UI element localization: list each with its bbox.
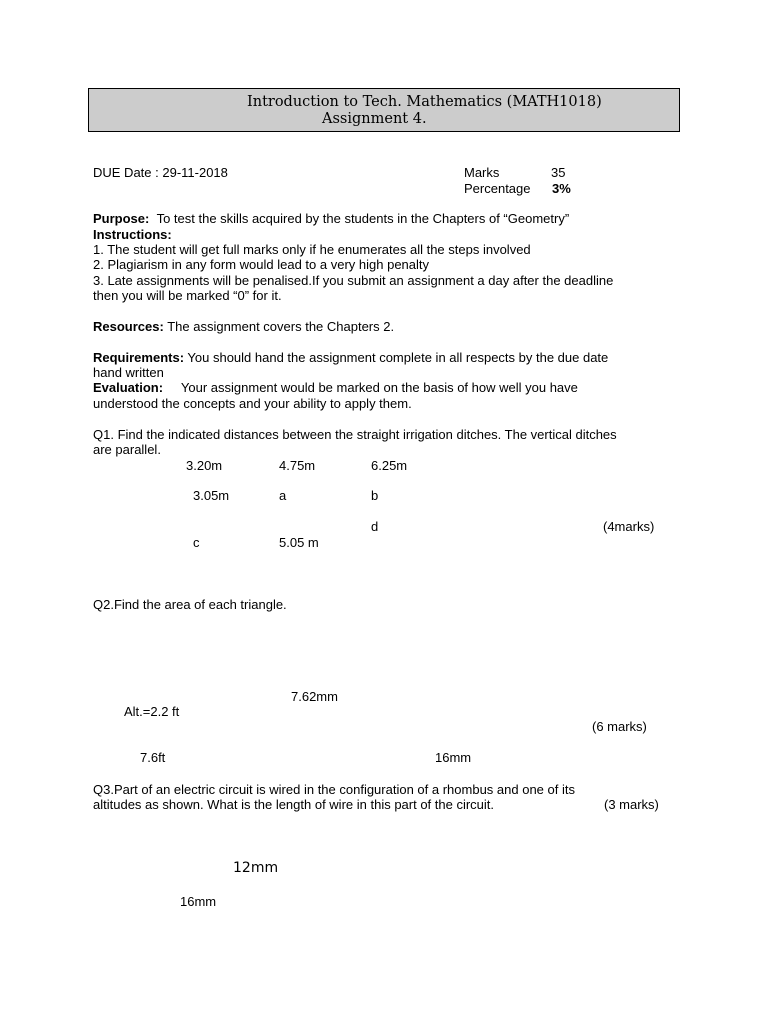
purpose-label: Purpose: — [93, 211, 150, 226]
q2-text: Q2.Find the area of each triangle. — [93, 597, 287, 612]
resources-text: The assignment covers the Chapters 2. — [167, 319, 395, 334]
q3-text-cont: altitudes as shown. What is the length of wire in this part of the circuit. — [93, 797, 495, 812]
q1-text-cont: are parallel. — [93, 442, 161, 457]
q1-label: 3.20m — [186, 458, 223, 473]
requirements-label: Requirements: — [93, 350, 185, 365]
q3-marks: (3 marks) — [604, 797, 659, 812]
q3-label: 12mm — [233, 860, 279, 876]
evaluation-line — [93, 380, 578, 395]
instruction-item: 2. Plagiarism in any form would lead to a very high penalty — [93, 257, 430, 272]
instruction-item: then you will be marked “0” for it. — [93, 288, 282, 303]
q2-label: 7.6ft — [140, 750, 166, 765]
resources-line — [93, 319, 394, 334]
evaluation-label: Evaluation: — [93, 380, 164, 395]
q1-label: 4.75m — [279, 458, 316, 473]
requirements-text: You should hand the assignment complete in all respects by the due date — [187, 350, 609, 365]
instruction-item: 3. Late assignments will be penalised.If you submit an assignment a day after the deadline — [93, 273, 614, 288]
q2-marks: (6 marks) — [592, 719, 647, 734]
q2-label: Alt.=2.2 ft — [124, 704, 180, 719]
percentage-value: 3% — [552, 181, 571, 196]
instruction-item: 1. The student will get full marks only if he enumerates all the steps involved — [93, 242, 531, 257]
q1-label: c — [193, 535, 200, 550]
q1-label: d — [371, 519, 379, 534]
assignment-number: Assignment 4. — [322, 111, 427, 127]
requirements-line — [93, 350, 608, 365]
q1-marks: (4marks) — [603, 519, 655, 534]
evaluation-text-cont: understood the concepts and your ability to apply them. — [93, 396, 412, 411]
q1-label: 5.05 m — [279, 535, 319, 550]
q1-label: 3.05m — [193, 488, 230, 503]
evaluation-text: Your assignment would be marked on the basis of how well you have — [180, 380, 578, 395]
marks-label: Marks — [464, 165, 500, 180]
q1-label: a — [279, 488, 287, 503]
q1-label: b — [371, 488, 379, 503]
purpose-text: To test the skills acquired by the students in the Chapters of “Geometry” — [156, 211, 570, 226]
resources-label: Resources: — [93, 319, 164, 334]
marks-value: 35 — [551, 165, 566, 180]
requirements-text-cont: hand written — [93, 365, 164, 380]
due-date: DUE Date : 29-11-2018 — [93, 165, 228, 180]
q3-text: Q3.Part of an electric circuit is wired in the configuration of a rhombus and one of its — [93, 782, 575, 797]
q1-text: Q1. Find the indicated distances between the straight irrigation ditches. The vertical ditches — [93, 427, 617, 442]
assignment-title-box — [88, 88, 680, 132]
q1-label: 6.25m — [371, 458, 408, 473]
q2-label: 7.62mm — [291, 689, 338, 704]
percentage-label: Percentage — [464, 181, 531, 196]
q3-label: 16mm — [180, 894, 217, 909]
purpose-line — [93, 211, 569, 226]
instructions-label: Instructions: — [93, 227, 172, 242]
course-title: Introduction to Tech. Mathematics (MATH1018) — [247, 94, 602, 110]
q2-label: 16mm — [435, 750, 472, 765]
